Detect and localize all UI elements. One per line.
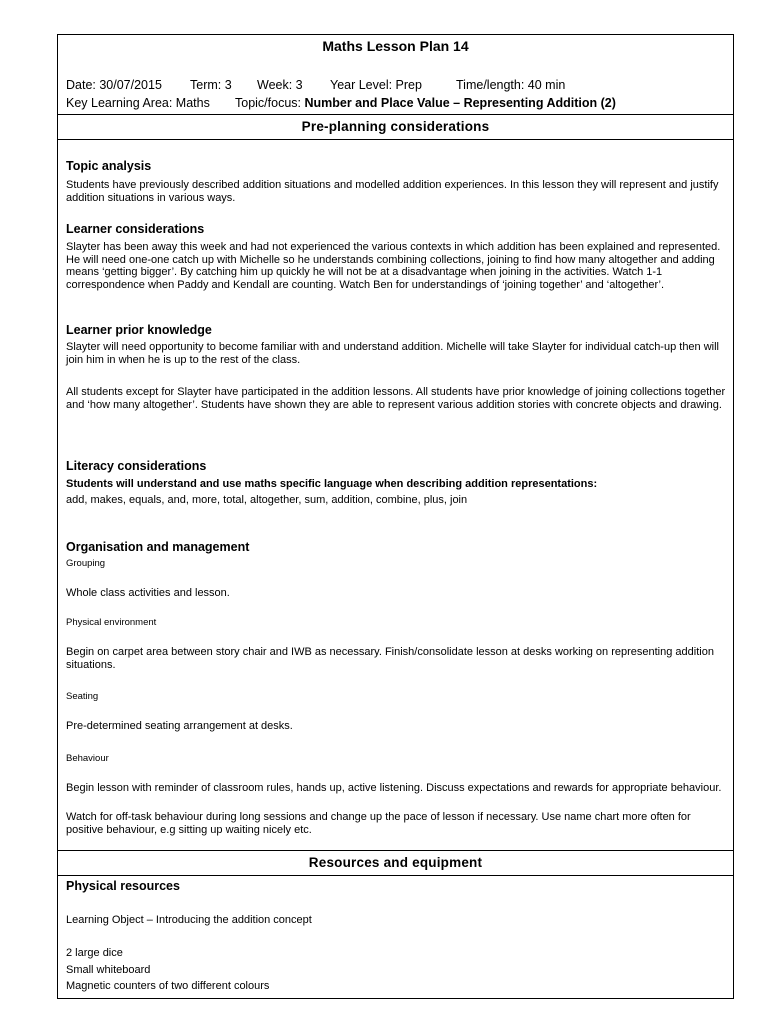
physical-resources-title: Physical resources <box>66 879 180 893</box>
divider <box>58 875 733 876</box>
physical-environment-label: Physical environment <box>66 617 157 628</box>
date-field: Date: 30/07/2015 <box>66 78 162 92</box>
divider <box>58 850 733 851</box>
physical-environment-text: Begin on carpet area between story chair and IWB as necessary. Finish/consolidate lesson at desks working on representing addition situations. <box>66 646 714 671</box>
grouping-label: Grouping <box>66 558 106 569</box>
time-length-field: Time/length: 40 min <box>456 78 566 92</box>
topic-focus-field <box>235 96 616 110</box>
learner-considerations-title: Learner considerations <box>66 222 205 236</box>
organisation-title: Organisation and management <box>66 540 250 554</box>
topic-value: Number and Place Value – Representing Addition (2) <box>304 96 616 110</box>
prior-knowledge-title: Learner prior knowledge <box>66 323 212 337</box>
literacy-bold-line: Students will understand and use maths specific language when describing addition representations: <box>66 478 598 490</box>
resource-item: Learning Object – Introducing the addition concept <box>66 914 312 926</box>
topic-label: Topic/focus: <box>235 96 305 110</box>
behaviour-label: Behaviour <box>66 753 109 764</box>
behaviour-text-1: Begin lesson with reminder of classroom rules, hands up, active listening. Discuss expectations and rewards for appropriate behaviour. <box>66 782 722 794</box>
prior-knowledge-text-1: Slayter will need opportunity to become familiar with and understand addition. Michelle will take Slayter for individual catch-up then will join him in when he is up to the rest of the class. <box>66 341 720 366</box>
seating-label: Seating <box>66 691 99 702</box>
key-learning-area-field: Key Learning Area: Maths <box>66 96 210 110</box>
resource-item: Small whiteboard <box>66 964 151 976</box>
behaviour-text-2: Watch for off-task behaviour during long sessions and change up the pace of lesson if necessary. Use name chart more often for positive behaviour, e.g sitting up waiting nicely etc. <box>66 811 691 836</box>
topic-analysis-title: Topic analysis <box>66 159 152 173</box>
literacy-words: add, makes, equals, and, more, total, altogether, sum, addition, combine, plus, join <box>66 494 468 506</box>
prior-knowledge-text-2: All students except for Slayter have participated in the addition lessons. All students have prior knowledge of joining collections together and ‘how many altogether’. Students have shown they are able to represent various addition stories with concrete objects and drawing. <box>66 386 726 411</box>
learner-considerations-text: Slayter has been away this week and had not experienced the various contexts in which addition has been explained and represented. He will need one-one catch up with Michelle so he understands combining collections, joining to find how many altogether and adding means ‘getting bigger’. By catching him up quickly he will not be at a disadvantage when joining in the activities. Watch 1-1 correspondence when Paddy and Kendall are counting. Watch Ben for understandings of ‘joining together’ and ‘altogether’. <box>66 241 721 291</box>
lesson-plan-table <box>57 34 734 999</box>
grouping-text: Whole class activities and lesson. <box>66 587 230 599</box>
resource-item: 2 large dice <box>66 947 123 959</box>
resources-heading: Resources and equipment <box>308 855 483 870</box>
preplanning-heading: Pre-planning considerations <box>301 119 490 134</box>
literacy-title: Literacy considerations <box>66 459 207 473</box>
topic-analysis-text: Students have previously described addition situations and modelled addition experiences. In this lesson they will represent and justify addition situations in various ways. <box>66 179 719 204</box>
page-title: Maths Lesson Plan 14 <box>322 38 469 54</box>
year-level-field: Year Level: Prep <box>330 78 422 92</box>
divider <box>58 139 733 140</box>
divider <box>58 114 733 115</box>
week-field: Week: 3 <box>257 78 303 92</box>
resource-item: Magnetic counters of two different colours <box>66 980 270 992</box>
seating-text: Pre-determined seating arrangement at desks. <box>66 720 293 732</box>
term-field: Term: 3 <box>190 78 232 92</box>
